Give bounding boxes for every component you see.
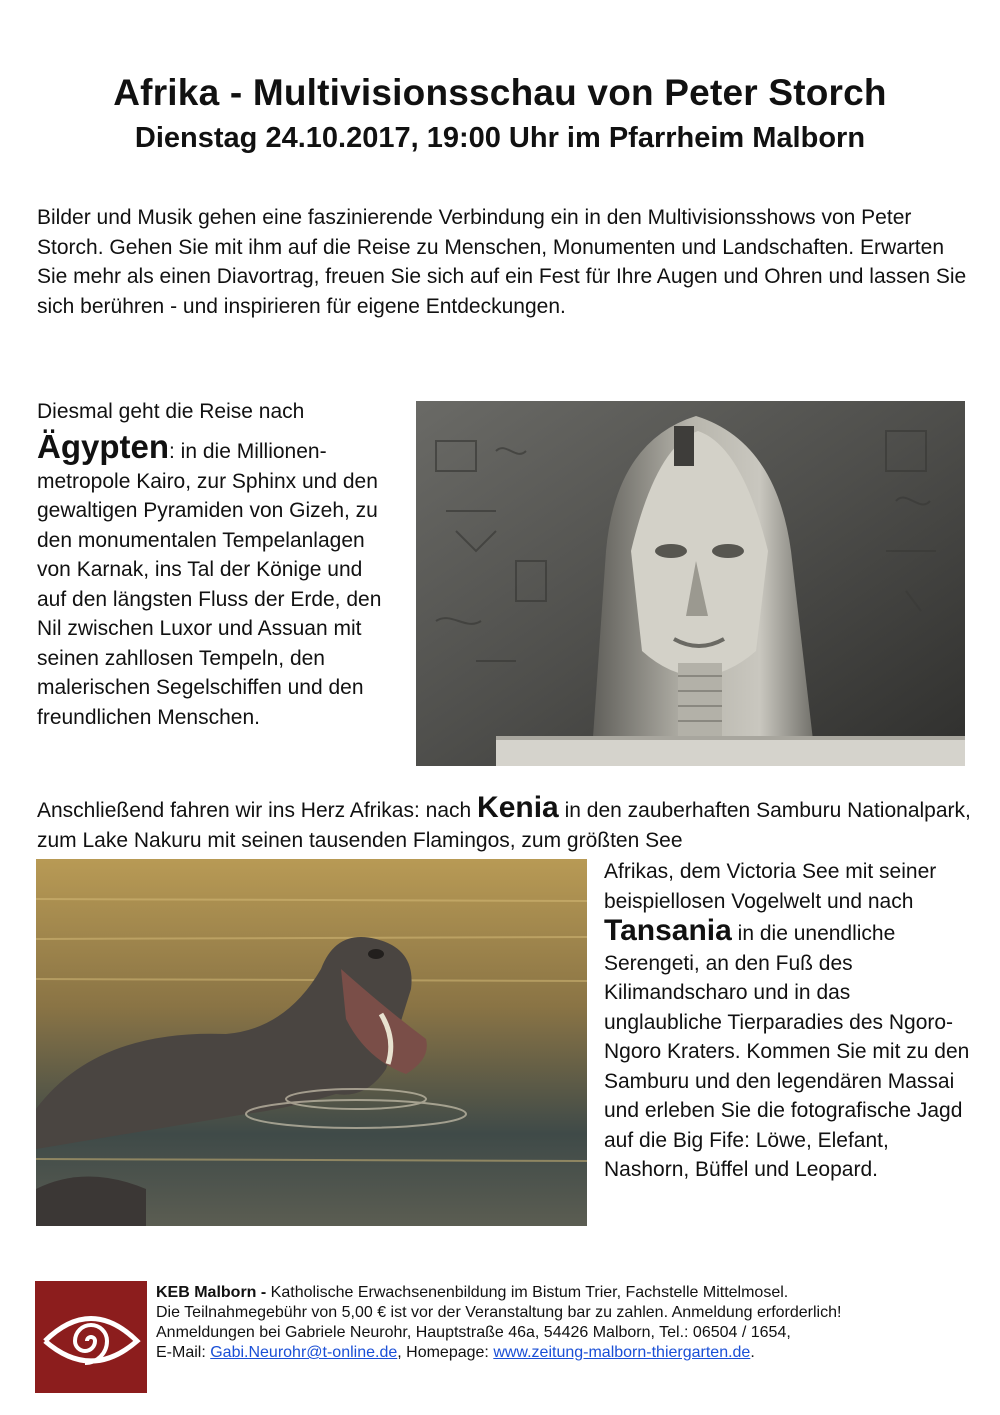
email-link[interactable]: Gabi.Neurohr@t-online.de [210, 1344, 398, 1361]
footer-line1: Katholische Erwachsenenbildung im Bistum Trier, Fachstelle Mittelmosel. [270, 1284, 789, 1301]
tansania-lead: Afrikas, dem Victoria See mit seiner beispiellosen Vogelwelt und nach [604, 860, 937, 913]
kenya-lead: Anschließend fahren wir ins Herz Afrikas: nach [37, 799, 472, 822]
footer-info [156, 1283, 841, 1363]
footer-end: . [750, 1344, 755, 1361]
tansania-highlight: Tansania [604, 914, 732, 947]
keb-logo [35, 1281, 147, 1393]
pharaoh-statue-photo [416, 401, 965, 766]
kenya-paragraph [37, 793, 977, 855]
homepage-label: , Homepage: [397, 1344, 489, 1361]
egypt-paragraph [37, 397, 382, 732]
eye-spiral-icon [35, 1281, 147, 1393]
footer-line3: Anmeldungen bei Gabriele Neurohr, Hauptstraße 46a, 54426 Malborn, Tel.: 06504 / 1654, [156, 1324, 791, 1341]
egypt-text: : in die Millionen-metropole Kairo, zur Sphinx und den gewaltigen Pyramiden von Gizeh, zu den monumentalen Tempelanlagen von Karnak, ins Tal der Könige und auf den längsten Fluss der Erde, den Nil zwischen Luxor und Assuan mit seinen zahllosen Tempeln, den malerischen Segelschiffen und den freundlichen Menschen. [37, 439, 382, 729]
footer-org: KEB Malborn - [156, 1284, 267, 1301]
egypt-highlight: Ägypten [37, 427, 169, 465]
footer-line2: Die Teilnahmegebühr von 5,00 € ist vor der Veranstaltung bar zu zahlen. Anmeldung erforderlich! [156, 1304, 842, 1321]
egypt-lead: Diesmal geht die Reise nach [37, 400, 305, 423]
kenya-highlight: Kenia [477, 791, 559, 824]
page-title: Afrika - Multivisionsschau von Peter Storch [113, 72, 887, 113]
kenya-text: in den zauberhaften Samburu Nationalpark, zum Lake Nakuru mit seinen tausenden Flamingos, zum größten See [37, 799, 971, 852]
homepage-link[interactable]: www.zeitung-malborn-thiergarten.de [493, 1344, 751, 1361]
intro-paragraph: Bilder und Musik gehen eine faszinierende Verbindung ein in den Multivisionsshows von Peter Storch. Gehen Sie mit ihm auf die Reise zu Menschen, Monumenten und Landschaften. Erwarten Sie mehr als einen Diavortrag, freuen Sie sich auf ein Fest für Ihre Augen und Ohren und lassen Sie sich berühren - und inspirieren für eigene Entdeckungen. [37, 206, 967, 318]
tansania-text: in die unendliche Serengeti, an den Fuß des Kilimandscharo und in das unglaubliche Tierparadies des Ngoro-Ngoro Kraters. Kommen Sie mit zu den Samburu und den legendären Massai und erleben Sie die fotografische Jagd auf die Big Fife: Löwe, Elefant, Nashorn, Büffel und Leopard. [604, 922, 970, 1181]
hippo-photo [36, 859, 587, 1226]
event-date-location: Dienstag 24.10.2017, 19:00 Uhr im Pfarrheim Malborn [134, 122, 866, 154]
email-label: E-Mail: [156, 1344, 206, 1361]
tansania-paragraph [604, 857, 974, 1185]
